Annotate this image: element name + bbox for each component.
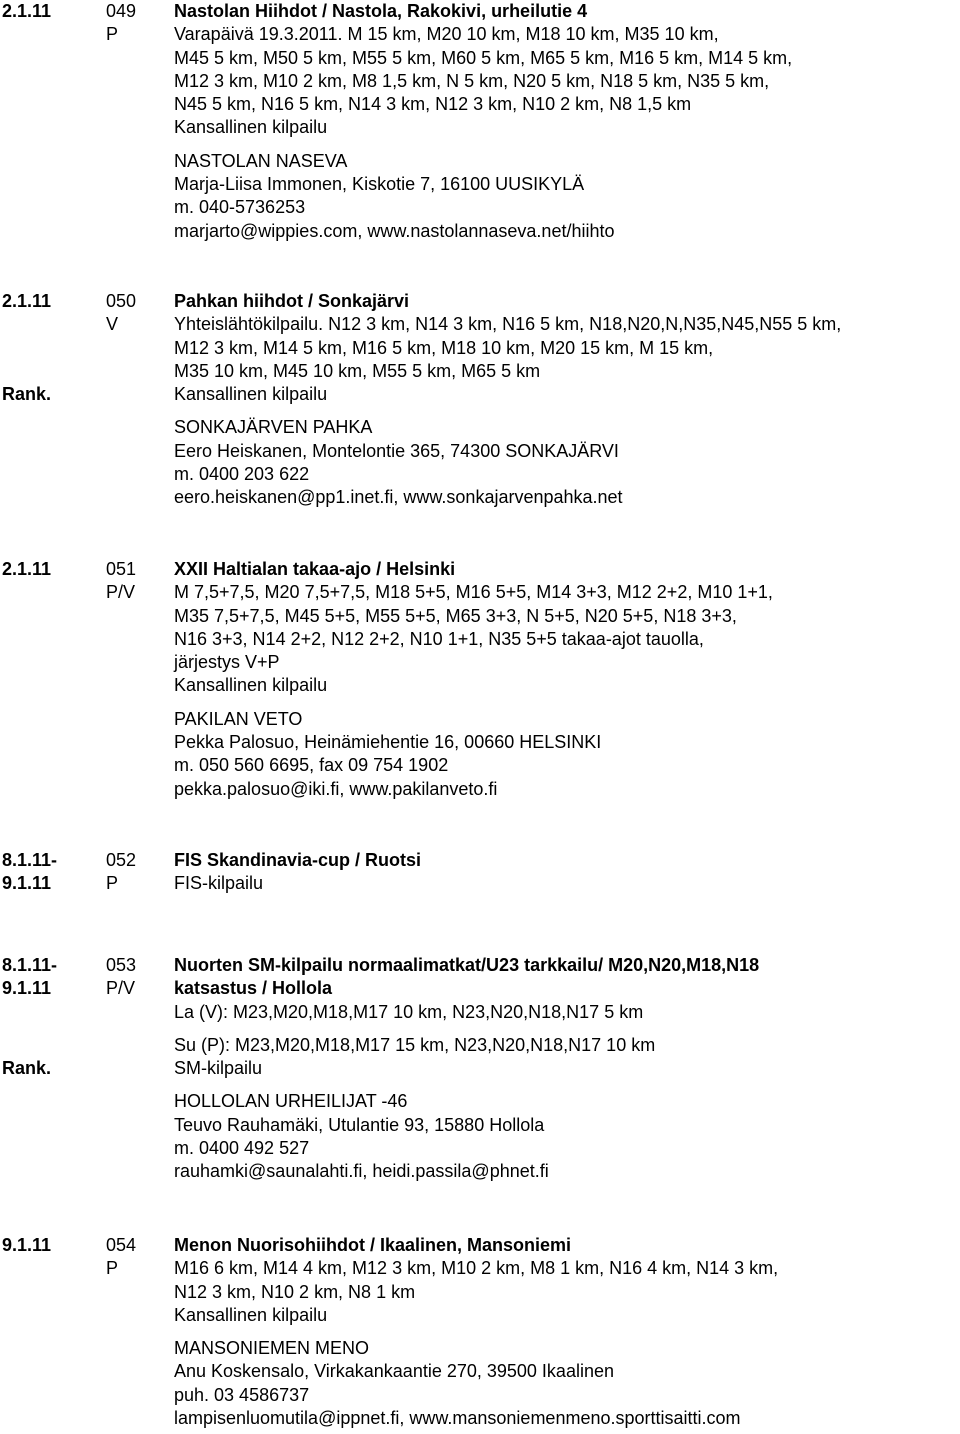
organizer-phone: m. 050 560 6695, fax 09 754 1902	[174, 755, 449, 776]
event-title: Menon Nuorisohiihdot / Ikaalinen, Mansoniemi	[174, 1235, 572, 1255]
organizer-name: NASTOLAN NASEVA	[174, 150, 348, 171]
organizer-phone: m. 0400 203 622	[174, 464, 310, 485]
event-detail-line: M 7,5+7,5, M20 7,5+7,5, M18 5+5, M16 5+5, M14 3+3, M12 2+2, M10 1+1,	[174, 582, 773, 603]
event-title: XXII Haltialan takaa-ajo / Helsinki	[174, 559, 456, 579]
organizer-web: lampisenluomutila@ippnet.fi, www.mansoniemenmeno.sporttisaitti.com	[174, 1408, 741, 1429]
event-style: P	[106, 24, 119, 45]
event-detail-line: Su (P): M23,M20,M18,M17 15 km, N23,N20,N18,N17 10 km	[174, 1034, 656, 1055]
event-detail-line: La (V): M23,M20,M18,M17 10 km, N23,N20,N18,N17 5 km	[174, 1001, 644, 1022]
organizer-address: Anu Koskensalo, Virkakankaantie 270, 39500 Ikaalinen	[174, 1361, 614, 1382]
event-number: 053	[106, 955, 137, 975]
event-date	[2, 290, 92, 313]
date-line: 2.1.11	[2, 559, 52, 579]
event-code	[106, 558, 168, 605]
event-number: 050	[106, 291, 137, 311]
event-detail-line: Kansallinen kilpailu	[174, 117, 328, 138]
ranking-marker: Rank.	[2, 384, 52, 404]
date-line: 8.1.11-	[2, 850, 58, 870]
event-date	[2, 954, 92, 1001]
event-title: Pahkan hiihdot / Sonkajärvi	[174, 291, 410, 311]
event-title: Nastolan Hiihdot / Nastola, Rakokivi, urheilutie 4	[174, 1, 588, 21]
event-detail-line: M45 5 km, M50 5 km, M55 5 km, M60 5 km, M65 5 km, M16 5 km, M14 5 km,	[174, 47, 793, 68]
event-style: P	[106, 1258, 119, 1279]
date-line: 8.1.11-	[2, 955, 58, 975]
organizer-name: HOLLOLAN URHEILIJAT -46	[174, 1091, 408, 1112]
event-code	[106, 954, 168, 1001]
event-detail-line: M35 10 km, M45 10 km, M55 5 km, M65 5 km	[174, 360, 541, 381]
date-line: 2.1.11	[2, 1, 52, 21]
event-title-continued: katsastus / Hollola	[174, 978, 333, 999]
event-date	[2, 0, 92, 23]
event-body	[174, 954, 960, 1184]
event-detail-line: Yhteislähtökilpailu. N12 3 km, N14 3 km, N16 5 km, N18,N20,N,N35,N45,N55 5 km,	[174, 314, 842, 335]
event-code	[106, 290, 168, 337]
organizer-phone: puh. 03 4586737	[174, 1384, 310, 1405]
event-title: Nuorten SM-kilpailu normaalimatkat/U23 tarkkailu/ M20,N20,M18,N18	[174, 955, 760, 975]
event-date	[2, 1234, 92, 1257]
event-number: 051	[106, 559, 137, 579]
date-line: 2.1.11	[2, 291, 52, 311]
event-style: P/V	[106, 978, 136, 999]
event-detail-line: SM-kilpailu	[174, 1058, 263, 1079]
organizer-name: PAKILAN VETO	[174, 708, 303, 729]
event-date	[2, 558, 92, 581]
event-body	[174, 0, 960, 243]
event-detail-line: N16 3+3, N14 2+2, N12 2+2, N10 1+1, N35 5+5 takaa-ajot tauolla,	[174, 628, 704, 649]
event-detail-line: Kansallinen kilpailu	[174, 675, 328, 696]
organizer-name: MANSONIEMEN MENO	[174, 1338, 370, 1359]
event-code	[106, 849, 168, 896]
event-detail-line: N45 5 km, N16 5 km, N14 3 km, N12 3 km, N10 2 km, N8 1,5 km	[174, 94, 692, 115]
event-code	[106, 1234, 168, 1281]
event-body	[174, 849, 960, 896]
organizer-address: Pekka Palosuo, Heinämiehentie 16, 00660 HELSINKI	[174, 732, 602, 753]
organizer-web: pekka.palosuo@iki.fi, www.pakilanveto.fi	[174, 778, 498, 799]
organizer-name: SONKAJÄRVEN PAHKA	[174, 417, 373, 438]
event-code	[106, 0, 168, 47]
organizer-web: marjarto@wippies.com, www.nastolannaseva.net/hiihto	[174, 220, 615, 241]
event-title: FIS Skandinavia-cup / Ruotsi	[174, 850, 422, 870]
event-number: 049	[106, 1, 137, 21]
organizer-web: rauhamki@saunalahti.fi, heidi.passila@phnet.fi	[174, 1161, 549, 1182]
event-body	[174, 558, 960, 801]
event-number: 052	[106, 850, 137, 870]
event-detail-line: M12 3 km, M10 2 km, M8 1,5 km, N 5 km, N20 5 km, N18 5 km, N35 5 km,	[174, 70, 770, 91]
organizer-address: Marja-Liisa Immonen, Kiskotie 7, 16100 UUSIKYLÄ	[174, 174, 585, 195]
date-line: 9.1.11	[2, 978, 52, 999]
date-line: 9.1.11	[2, 1235, 52, 1255]
event-detail-line: järjestys V+P	[174, 652, 280, 673]
organizer-phone: m. 0400 492 527	[174, 1138, 310, 1159]
ranking-marker: Rank.	[2, 1058, 52, 1078]
event-detail-line: N12 3 km, N10 2 km, N8 1 km	[174, 1281, 416, 1302]
event-detail-line: Varapäivä 19.3.2011. M 15 km, M20 10 km, M18 10 km, M35 10 km,	[174, 24, 719, 45]
organizer-web: eero.heiskanen@pp1.inet.fi, www.sonkajarvenpahka.net	[174, 487, 623, 508]
date-line: 9.1.11	[2, 873, 52, 894]
event-style: P	[106, 873, 119, 894]
event-number: 054	[106, 1235, 137, 1255]
organizer-phone: m. 040-5736253	[174, 197, 306, 218]
event-detail-line: M12 3 km, M14 5 km, M16 5 km, M18 10 km, M20 15 km, M 15 km,	[174, 337, 714, 358]
event-body	[174, 1234, 960, 1430]
event-detail-line: M35 7,5+7,5, M45 5+5, M55 5+5, M65 3+3, N 5+5, N20 5+5, N18 3+3,	[174, 605, 737, 626]
organizer-address: Teuvo Rauhamäki, Utulantie 93, 15880 Hollola	[174, 1114, 545, 1135]
event-detail-line: M16 6 km, M14 4 km, M12 3 km, M10 2 km, M8 1 km, N16 4 km, N14 3 km,	[174, 1258, 779, 1279]
event-style: P/V	[106, 582, 136, 603]
event-body	[174, 290, 960, 510]
event-detail-line: Kansallinen kilpailu	[174, 1304, 328, 1325]
event-style: V	[106, 314, 119, 335]
event-date	[2, 849, 92, 896]
event-detail-line: FIS-kilpailu	[174, 873, 264, 894]
organizer-address: Eero Heiskanen, Montelontie 365, 74300 SONKAJÄRVI	[174, 440, 619, 461]
event-detail-line: Kansallinen kilpailu	[174, 384, 328, 405]
